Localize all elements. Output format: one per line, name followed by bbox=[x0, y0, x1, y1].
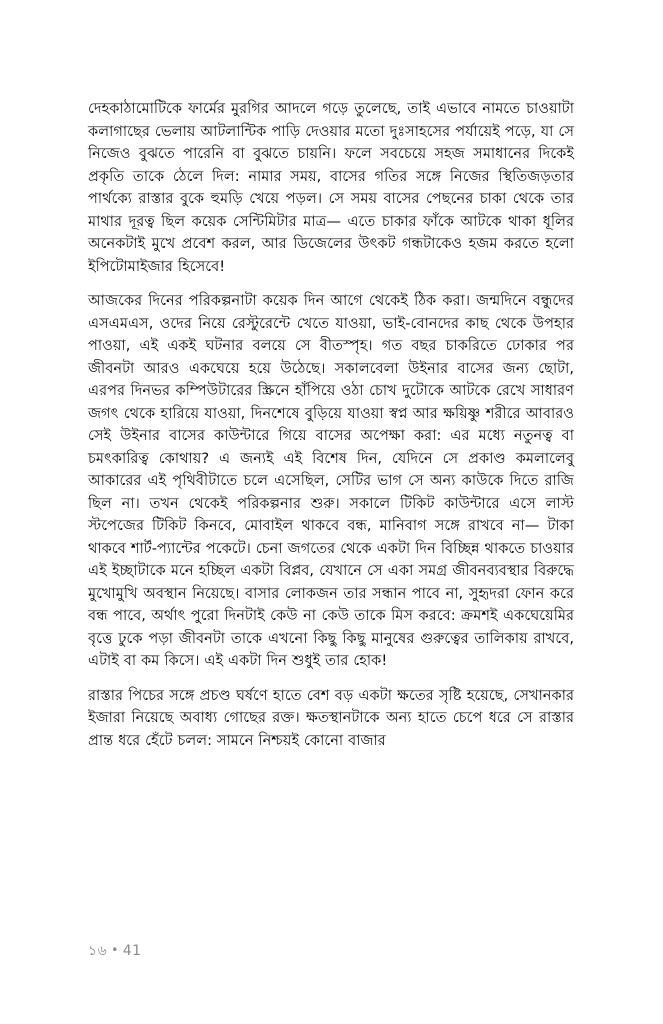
folio-section-number: 41 bbox=[122, 943, 142, 959]
paragraph-1: দেহকাঠামোটিকে ফার্মের মুরগির আদলে গড়ে তুলেছে, তাই এভাবে নামতে চাওয়াটা কলাগাছের ভেলায় আটলান্টিক পাড়ি দেওয়ার মতো দুঃসাহসের পর্যায়েই পড়ে, যা সে নিজেও বুঝতে পারেনি বা বুঝতে চায়নি। ফলে সবচেয়ে সহজ সমাধানের দিকেই প্রকৃতি তাকে ঠেলে দিল: নামার সময়, বাসের গতির সঙ্গে নিজের স্থিতিজড়তার পার্থক্যে রাস্তার বুকে হুমড়ি খেয়ে পড়ল। সে সময় বাসের পেছনের চাকা থেকে তার মাথার দূরত্ব ছিল কয়েক সেন্টিমিটার মাত্র— এতে চাকার ফাঁকে আটকে থাকা ধূলির অনেকটাই মুখে প্রবেশ করল, আর ডিজেলের উৎকট গন্ধটাকেও হজম করতে হলো ইপিটোমাইজার হিসেবে! bbox=[88, 100, 574, 275]
page-footer bbox=[88, 941, 142, 960]
folio-separator-bullet: • bbox=[111, 943, 119, 957]
paragraph-2: আজকের দিনের পরিকল্পনাটা কয়েক দিন আগে থেকেই ঠিক করা। জন্মদিনে বন্ধুদের এসএমএস, ওদের নিয়ে রেস্টুরেন্টে খেতে যাওয়া, ভাই-বোনদের কাছ থেকে উপহার পাওয়া, এই একই ঘটনার বলয়ে সে বীতস্পৃহ। গত বছর চাকরিতে ঢোকার পর জীবনটা আরও একঘেয়ে হয়ে উঠেছে। সকালবেলা উইনার বাসের জন্য ছোটা, এরপর দিনভর কম্পিউটারের স্ক্রিনে হাঁপিয়ে ওঠা চোখ দুটোকে আটকে রেখে সাধারণ জগৎ থেকে হারিয়ে যাওয়া, দিনশেষে বুড়িয়ে যাওয়া স্বপ্ন আর ক্ষয়িষ্ণু শরীরে আবারও সেই উইনার বাসের কাউন্টারে গিয়ে বাসের অপেক্ষা করা: এর মধ্যে নতুনত্ব বা চমৎকারিত্ব কোথায়? এ জন্যই এই বিশেষ দিন, যেদিনে সে প্রকাণ্ড কমলালেবু আকারের এই পৃথিবীটাতে চলে এসেছিল, সেটির ভাগ সে অন্য কাউকে দিতে রাজি ছিল না। তখন থেকেই পরিকল্পনার শুরু। সকালে টিকিট কাউন্টারে এসে লাস্ট স্টপেজের টিকিট কিনবে, মোবাইল থাকবে বন্ধ, মানিবাগ সঙ্গে রাখবে না— টাকা থাকবে শার্ট-প্যান্টের পকেটে। চেনা জগতের থেকে একটা দিন বিচ্ছিন্ন থাকতে চাওয়ার এই ইচ্ছাটাকে মনে হচ্ছিল একটা বিপ্লব, যেখানে সে একা সমগ্র জীবনব্যবস্থার বিরুদ্ধে মুখোমুখি অবস্থান নিয়েছে। বাসার লোকজন তার সন্ধান পাবে না, সুহৃদরা ফোন করে বন্ধ পাবে, অর্থাৎ পুরো দিনটাই কেউ না কেউ তাকে মিস করবে: ক্রমশই একঘেয়েমির বৃত্তে ঢুকে পড়া জীবনটা তাকে এখনো কিছু কিছু মানুষের গুরুত্বের তালিকায় রাখবে, এটাই বা কম কিসে। এই একটা দিন শুধুই তার হোক! bbox=[88, 292, 574, 669]
paragraph-3: রাস্তার পিচের সঙ্গে প্রচণ্ড ঘর্ষণে হাতে বেশ বড় একটা ক্ষতের সৃষ্টি হয়েছে, সেখানকার ইজারা নিয়েছে অবাধ্য গোছের রক্ত। ক্ষতস্থানটাকে অন্য হাতে চেপে ধরে সে রাস্তার প্রান্ত ধরে হেঁটে চলল: সামনে নিশ্চয়ই কোনো বাজার bbox=[88, 686, 574, 749]
body-text-column bbox=[88, 98, 574, 752]
folio-page-number: ১৬ bbox=[88, 943, 108, 959]
